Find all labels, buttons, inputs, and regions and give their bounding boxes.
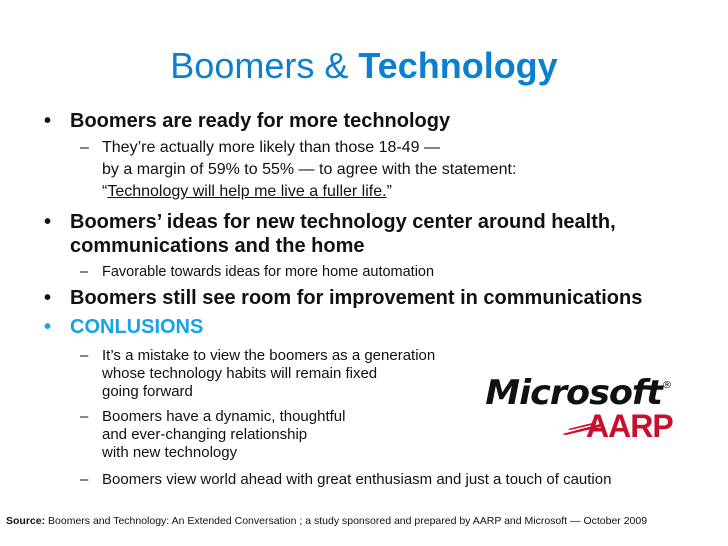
sub-bullet-text: They’re actually more likely than those 18-49 — <box>102 139 440 156</box>
sub-bullet-dash: – <box>80 408 89 425</box>
sub-bullet-text: Boomers view world ahead with great enthusiasm and just a touch of caution <box>102 471 612 488</box>
sub-bullet-text: by a margin of 59% to 55% — to agree with the statement: <box>102 161 517 178</box>
sub-bullet-text: whose technology habits will remain fixed <box>102 365 378 382</box>
sub-bullet-dash: – <box>80 471 89 488</box>
source-text: Boomers and Technology: An Extended Conversation ; a study sponsored and prepared by AARP and Microsoft — October 2009 <box>45 515 648 527</box>
sub-bullet-text: Favorable towards ideas for more home automation <box>102 264 435 280</box>
bullet-text: Boomers are ready for more technology <box>70 110 451 132</box>
sub-bullet-text: with new technology <box>102 444 238 461</box>
source-citation <box>6 514 647 528</box>
title-part-2: Technology <box>358 45 558 86</box>
bullet-text: Boomers still see room for improvement in communications <box>70 287 643 309</box>
aarp-logo <box>560 404 680 444</box>
quote-close: ” <box>386 183 392 200</box>
sub-bullet-dash: – <box>80 139 89 156</box>
sub-bullet-text: Boomers have a dynamic, thoughtful <box>102 408 346 425</box>
title-part-1: Boomers & <box>170 45 359 86</box>
sub-bullet-text: going forward <box>102 383 193 400</box>
registered-mark: ® <box>661 380 672 391</box>
slide-title <box>0 44 728 88</box>
bullet-dot: • <box>44 211 52 233</box>
bullet-dot: • <box>44 316 52 338</box>
sub-bullet-text: It’s a mistake to view the boomers as a generation <box>102 347 436 364</box>
bullet-text: Boomers’ ideas for new technology center around health, <box>70 211 616 233</box>
quote-line <box>102 182 392 202</box>
sub-bullet-dash: – <box>80 264 89 280</box>
bullet-dot: • <box>44 110 52 132</box>
sub-bullet-text: and ever-changing relationship <box>102 426 308 443</box>
sub-bullet-dash: – <box>80 347 89 364</box>
quote-text: Technology will help me live a fuller life. <box>107 183 387 200</box>
microsoft-logo-text: Microsoft <box>485 373 662 413</box>
bullet-text: CONLUSIONS <box>70 316 204 338</box>
bullet-text: communications and the home <box>70 235 365 257</box>
source-label: Source: <box>6 515 46 527</box>
quote-open: “ <box>102 183 108 200</box>
bullet-dot: • <box>44 287 52 309</box>
aarp-logo-text: AARP <box>586 408 673 444</box>
